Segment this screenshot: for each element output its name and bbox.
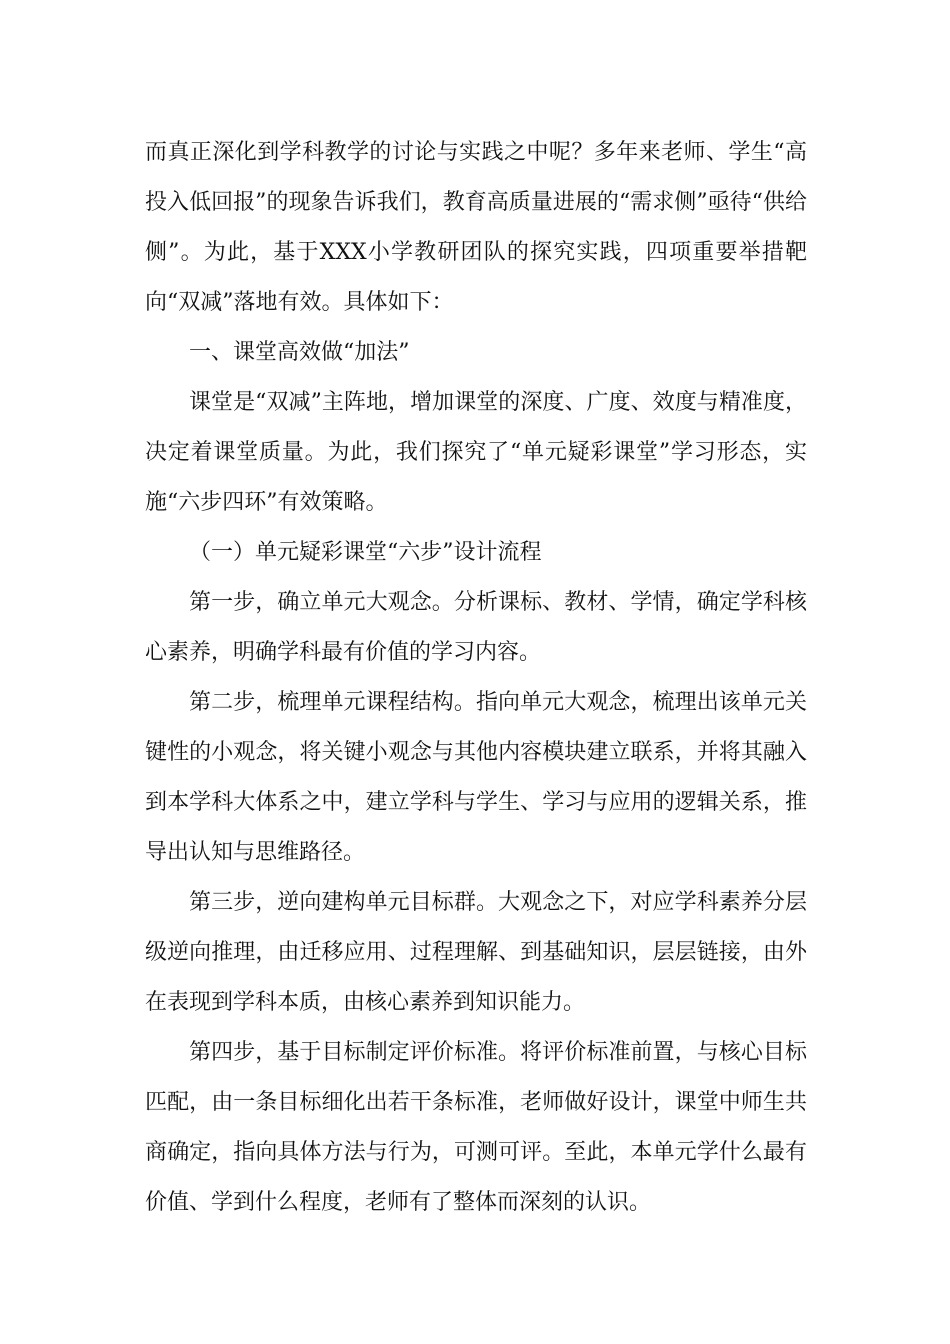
paragraph-step-2: 第二步，梳理单元课程结构。指向单元大观念，梳理出该单元关键性的小观念，将关键小观念与其他内容模块建立联系，并将其融入到本学科大体系之中，建立学科与学生、学习与应用的逻辑关系，推导出认知与思维路径。 bbox=[145, 690, 807, 865]
paragraph-step-1: 第一步，确立单元大观念。分析课标、教材、学情，确定学科核心素养，明确学科最有价值的学习内容。 bbox=[145, 590, 807, 665]
section-heading-1: 一、课堂高效做“加法” bbox=[189, 340, 410, 365]
paragraph-step-4: 第四步，基于目标制定评价标准。将评价标准前置，与核心目标匹配，由一条目标细化出若干条标准，老师做好设计，课堂中师生共商确定，指向具体方法与行为，可测可评。至此，本单元学什么最有价值、学到什么程度，老师有了整体而深刻的认识。 bbox=[145, 1040, 807, 1215]
subsection-heading-1: （一）单元疑彩课堂“六步”设计流程 bbox=[189, 540, 542, 565]
paragraph-classroom: 课堂是“双减”主阵地，增加课堂的深度、广度、效度与精准度，决定着课堂质量。为此，我们探究了“单元疑彩课堂”学习形态，实施“六步四环”有效策略。 bbox=[145, 390, 807, 515]
document-body bbox=[145, 128, 807, 1228]
paragraph-continuation: 而真正深化到学科教学的讨论与实践之中呢？多年来老师、学生“高投入低回报”的现象告诉我们，教育高质量进展的“需求侧”亟待“供给侧”。为此，基于XXX小学教研团队的探究实践，四项重要举措靶向“双减”落地有效。具体如下： bbox=[145, 140, 807, 315]
paragraph-step-3: 第三步，逆向建构单元目标群。大观念之下，对应学科素养分层级逆向推理，由迁移应用、过程理解、到基础知识，层层链接，由外在表现到学科本质，由核心素养到知识能力。 bbox=[145, 890, 807, 1015]
